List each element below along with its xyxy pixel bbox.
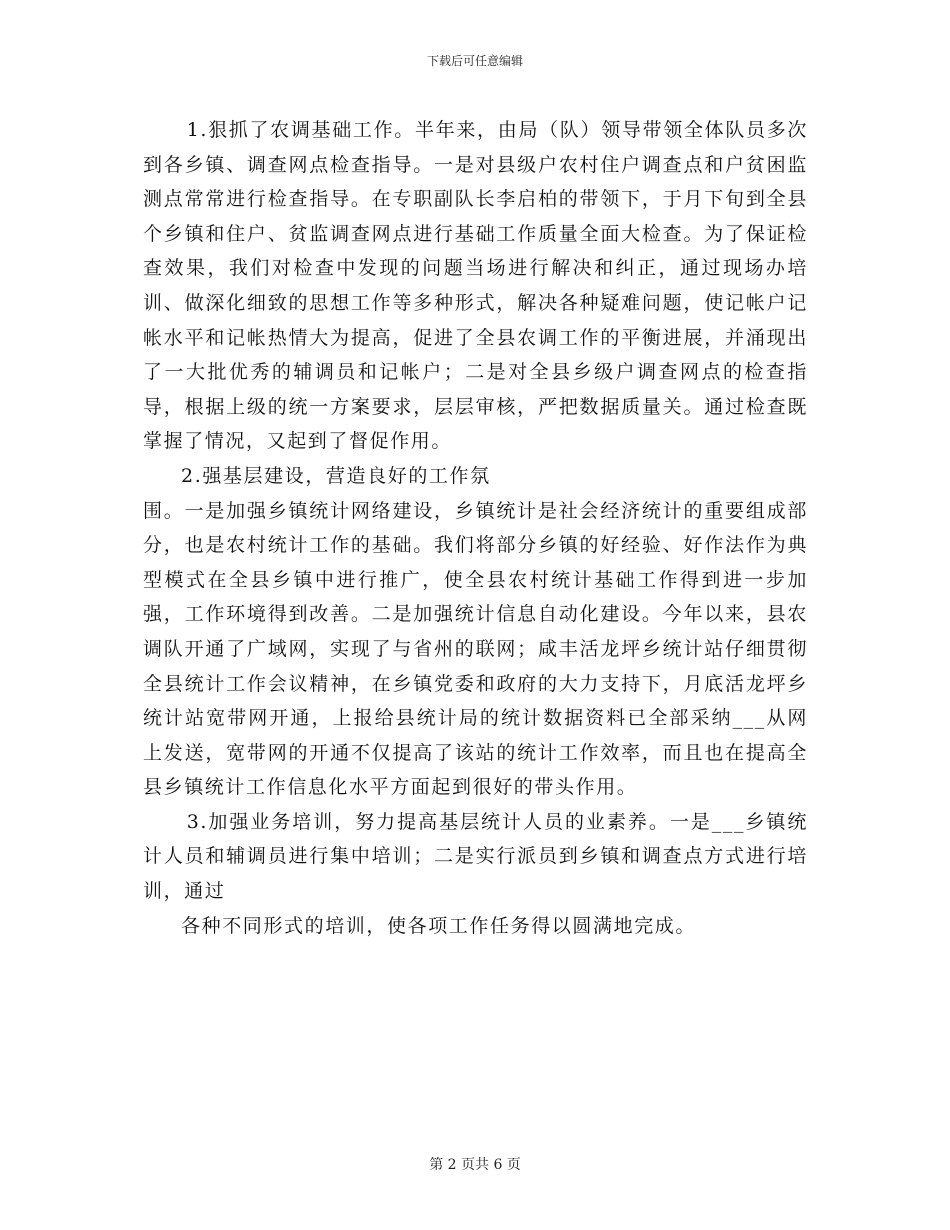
page-footer: 第 2 页共 6 页: [429, 1157, 521, 1173]
page-header: 下载后可任意编辑: [426, 54, 523, 68]
paragraph-1: 1.狠抓了农调基础工作。半年来，由局（队）领导带领全体队员多次到各乡镇、调查网点检查指导。一是对县级户农村住户调查点和户贫困监测点常常进行检查指导。在专职副队长李启柏的带领下，于月下旬到全县个乡镇和住户、贫监调查网点进行基础工作质量全面大检查。为了保证检查效果，我们对检查中发现的问题当场进行解决和纠正，通过现场办培训、做深化细致的思想工作等多种形式，解决各种疑难问题，使记帐户记帐水平和记帐热情大为提高，促进了全县农调工作的平衡进展，并涌现出了一大批优秀的辅调员和记帐户；二是对全县乡级户调查网点的检查指导，根据上级的统一方案要求，层层审核，严把数据质量关。通过检查既掌握了情况，又起到了督促作用。: [143, 119, 808, 453]
paragraph-2: 2.强基层建设，营造良好的工作氛: [181, 464, 491, 487]
paragraph-3: 围。一是加强乡镇统计网络建设，乡镇统计是社会经济统计的重要组成部分，也是农村统计工作的基础。我们将部分乡镇的好经验、好作法作为典型模式在全县乡镇中进行推广，使全县农村统计基础工作得到进一步加强，工作环境得到改善。二是加强统计信息自动化建设。今年以来，县农调队开通了广域网，实现了与省州的联网；咸丰活龙坪乡统计站仔细贯彻全县统计工作会议精神，在乡镇党委和政府的大力支持下，月底活龙坪乡统计站宽带网开通，上报给县统计局的统计数据资料已全部采纳___从网上发送，宽带网的开通不仅提高了该站的统计工作效率，而且也在提高全县乡镇统计工作信息化水平方面起到很好的带头作用。: [143, 499, 808, 799]
document-body: [143, 113, 808, 943]
paragraph-4: 3.加强业务培训，努力提高基层统计人员的业素养。一是___乡镇统计人员和辅调员进行集中培训；二是实行派员到乡镇和调查点方式进行培训，通过: [143, 810, 808, 903]
paragraph-5: 各种不同形式的培训，使各项工作任务得以圆满地完成。: [181, 914, 697, 937]
